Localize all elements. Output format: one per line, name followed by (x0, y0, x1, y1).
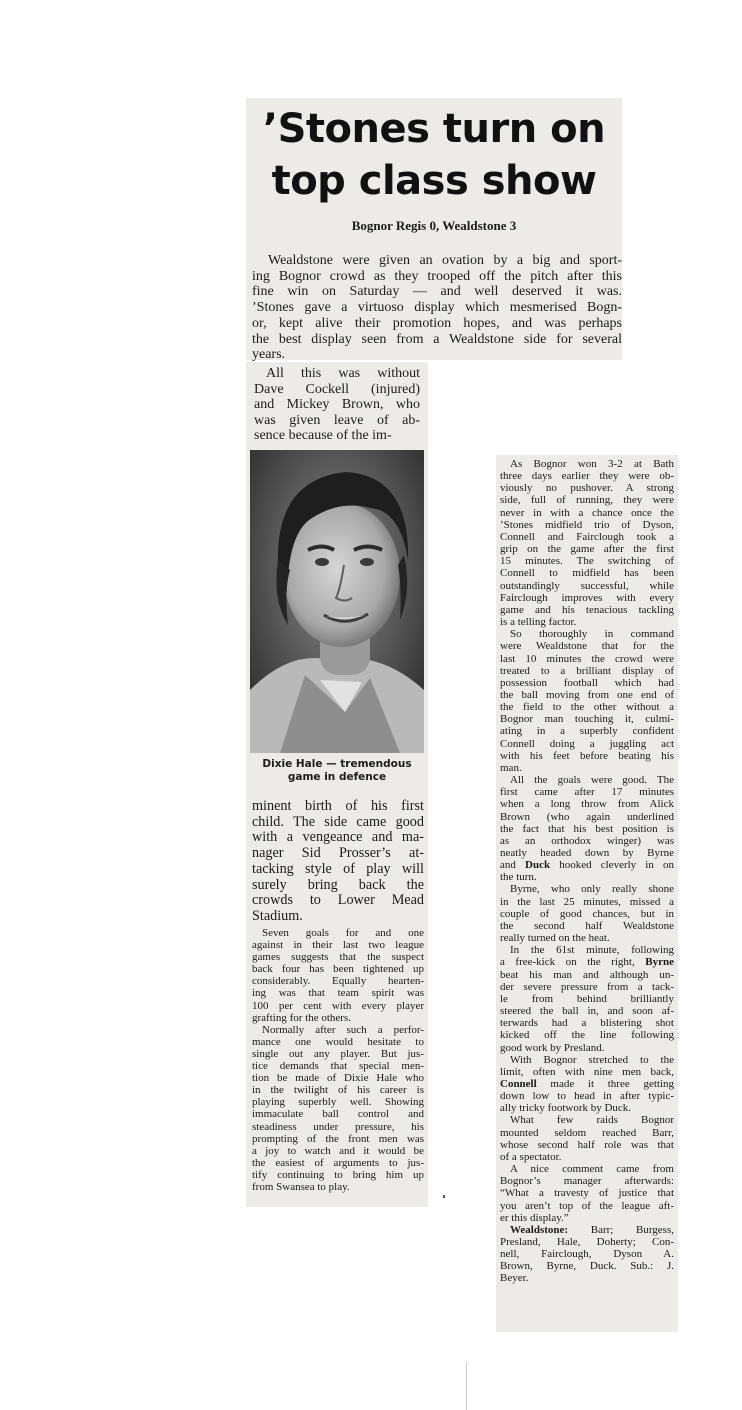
caption-line-1: Dixie Hale — tremendous (262, 758, 412, 770)
text-line: were Wealdstone that for the (500, 640, 674, 653)
text-line: As Bognor won 3-2 at Bath (510, 458, 674, 470)
text-line: and Mickey Brown, who (254, 397, 420, 413)
text-line: never in with a chance once the (500, 506, 674, 519)
text-line: outstandingly successful, while (500, 579, 674, 592)
text-line: Stadium. (252, 908, 303, 924)
text-line: possession football which had (500, 676, 674, 689)
text-line: really turned on the heat. (500, 932, 610, 945)
text-line: was given leave of ab- (254, 412, 420, 428)
text-line: All the goals were good. The (510, 774, 674, 787)
text-line: immaculate ball control and (252, 1108, 424, 1121)
text-line: beat his man and although un- (500, 968, 674, 981)
photo-dixie-hale (250, 450, 424, 753)
text-line: Fairclough improves with every (500, 591, 674, 604)
text-line: in the last 25 minutes, missed a (500, 895, 674, 908)
text-line: child. The side came good (252, 814, 424, 830)
right-column (496, 455, 678, 1332)
text-line: with a vengeance and ma- (252, 830, 424, 846)
text-line: game and his tenacious tackling (500, 603, 674, 616)
text-line: tacking style of play will (252, 861, 424, 877)
headline-block (246, 98, 622, 363)
text-line: of a spectator. (500, 1150, 562, 1163)
text-line: Bognor man touching it, culmi- (500, 713, 674, 726)
text-line: ’Stones midfield trio of Dyson, (500, 518, 674, 531)
text-line: neatly headed down by Byrne (500, 847, 674, 859)
text-line: So thoroughly in command (510, 628, 674, 641)
photo-caption (250, 758, 424, 784)
text-line: prompting of the front men was (252, 1132, 424, 1145)
headline-line-2: top class show (271, 158, 597, 204)
text-line: “What a travesty of justice that (500, 1187, 674, 1200)
text-line: nell, Fairclough, Dyson A. (500, 1248, 674, 1261)
text-line: the turn. (500, 871, 537, 884)
text-line: is a telling factor. (500, 616, 577, 629)
text-line: kicked off the line following (500, 1029, 674, 1042)
text-line: last 10 minutes the crowd were (500, 652, 674, 665)
text-line: With Bognor stretched to the (510, 1053, 674, 1066)
text-line: side, full of running, they were (500, 494, 674, 507)
text-line: Connell doing a juggling act (500, 737, 674, 750)
text-line: good work by Presland. (500, 1041, 605, 1054)
text-line: grafting for the others. (252, 1011, 351, 1024)
text-line: er this display.” (500, 1211, 569, 1224)
text-line: considerably. Equally hearten- (252, 975, 424, 988)
text-line: against in their last two league (252, 939, 424, 952)
text-line: terwards had a blistering shot (500, 1017, 674, 1030)
text-line: years. (252, 347, 286, 363)
text-line: the fact that his best position is (500, 822, 674, 835)
text-line: crowds to Lower Mead (252, 893, 424, 909)
text-line: playing superbly well. Showing (252, 1096, 424, 1109)
text-line: with his feet before beating his (500, 749, 674, 762)
text-line: 100 per cent with every player (252, 999, 424, 1012)
text-line: mance one would hesitate to (252, 1035, 424, 1048)
text-line: ating in a superbly confident (500, 725, 674, 738)
text-line: steered the ball in, and soon af- (500, 1005, 674, 1018)
scoreline: Bognor Regis 0, Wealdstone 3 (351, 218, 517, 233)
text-line: a joy to watch and it would be (252, 1144, 424, 1157)
text-line: the best display seen from a Wealdstone side for several (252, 331, 622, 347)
right-column-text (500, 458, 674, 1285)
text-line: ally tricky footwork by Duck. (500, 1102, 632, 1115)
text-line: from Swansea to play. (252, 1180, 350, 1193)
left-column (246, 362, 428, 1207)
text-line: In the 61st minute, following (510, 944, 674, 957)
text-line: in the twilight of his career is (252, 1084, 424, 1097)
text-line: fine win on Saturday — and well deserved it was. (252, 284, 622, 300)
text-line: games suggests that the suspect (252, 951, 424, 964)
text-line: All this was without (266, 366, 420, 381)
text-line: Wealdstone were given an ovation by a big and sport- (268, 253, 622, 268)
text-line: or, kept alive their promotion hopes, and was perhaps (252, 315, 622, 331)
text-line: couple of good chances, but in (500, 907, 674, 920)
text-line: Wealdstone: Barr; Burgess, (510, 1223, 674, 1236)
text-line: 15 minutes. The switching of (500, 555, 674, 568)
text-line: grip on the game after the first (500, 543, 674, 556)
text-line: Connell to midfield has been (500, 567, 674, 580)
text-line: Dave Cockell (injured) (254, 381, 420, 397)
text-line: tion be made of Dixie Hale who (252, 1072, 424, 1085)
text-line: ing Bognor crowd as they trooped off the pitch after this (252, 268, 622, 284)
text-line: first came after 17 minutes (500, 786, 674, 799)
text-line: le from behind brilliantly (500, 992, 674, 1005)
text-line: ’Stones gave a virtuoso display which mesmerised Bogn- (252, 300, 622, 316)
text-line: a free-kick on the right, Byrne (500, 956, 674, 969)
text-line: tice demands that special men- (252, 1060, 424, 1073)
text-line: nager Sid Prosser’s at- (252, 846, 424, 862)
text-line: Normally after such a perfor- (262, 1023, 424, 1036)
text-line: Bognor’s manager afterwards: (500, 1175, 674, 1188)
text-line: back four has been tightened up (252, 963, 424, 976)
text-line: Seven goals for and one (262, 927, 424, 939)
text-line: the second half Wealdstone (500, 919, 674, 932)
intro-paragraph (252, 253, 622, 363)
text-line: der severe pressure from a tack- (500, 980, 674, 993)
text-line: limit, often with nine men back, (500, 1065, 674, 1078)
caption-line-2: game in defence (287, 771, 387, 783)
text-line: ing was that team spirit was (252, 987, 424, 1000)
text-line: What few raids Bognor (510, 1114, 674, 1127)
text-line: minent birth of his first (252, 799, 424, 814)
portrait-image (250, 450, 424, 753)
text-line: the ball moving from one end of (500, 688, 674, 701)
text-line: Brown (who again underlined (500, 810, 674, 823)
text-line: sence because of the im- (254, 428, 392, 444)
left-column-mid-text (252, 799, 424, 925)
text-line: Presland, Hale, Doherty; Con- (500, 1236, 674, 1248)
text-line: Connell and Fairclough took a (500, 530, 674, 543)
headline-line-1: ’Stones turn on (262, 106, 606, 152)
text-line: the easiest of arguments to jus- (252, 1156, 424, 1169)
text-line: down low to head in after typic- (500, 1090, 674, 1103)
text-line: whose second half role was that (500, 1138, 674, 1151)
text-line: treated to a brilliant display of (500, 664, 674, 677)
text-line: mounted seldom reached Barr, (500, 1126, 674, 1139)
text-line: Byrne, who only really shone (510, 883, 674, 896)
text-line: and Duck hooked cleverly in on (500, 859, 674, 872)
text-line: steadiness under pressure, his (252, 1120, 424, 1133)
text-line: Beyer. (500, 1272, 529, 1285)
left-column-top-text (254, 366, 420, 444)
text-line: A nice comment came from (510, 1163, 674, 1176)
text-line: Brown, Byrne, Duck. Sub.: J. (500, 1260, 674, 1273)
text-line: as an orthodox winger) was (500, 834, 674, 847)
text-line: when a long throw from Alick (500, 798, 674, 811)
text-line: viously no pushover. A strong (500, 482, 674, 495)
text-line: tify continuing to bring him up (252, 1168, 424, 1181)
text-line: the field to the other without a (500, 701, 674, 714)
text-line: single out any player. But jus- (252, 1047, 424, 1060)
left-column-small-text (252, 927, 424, 1193)
text-line: Connell made it three getting (500, 1077, 674, 1090)
text-line: three days earlier they were ob- (500, 470, 674, 483)
text-line: man. (500, 761, 522, 774)
text-line: surely bring back the (252, 877, 424, 893)
text-line: you aren’t top of the league aft- (500, 1199, 674, 1212)
